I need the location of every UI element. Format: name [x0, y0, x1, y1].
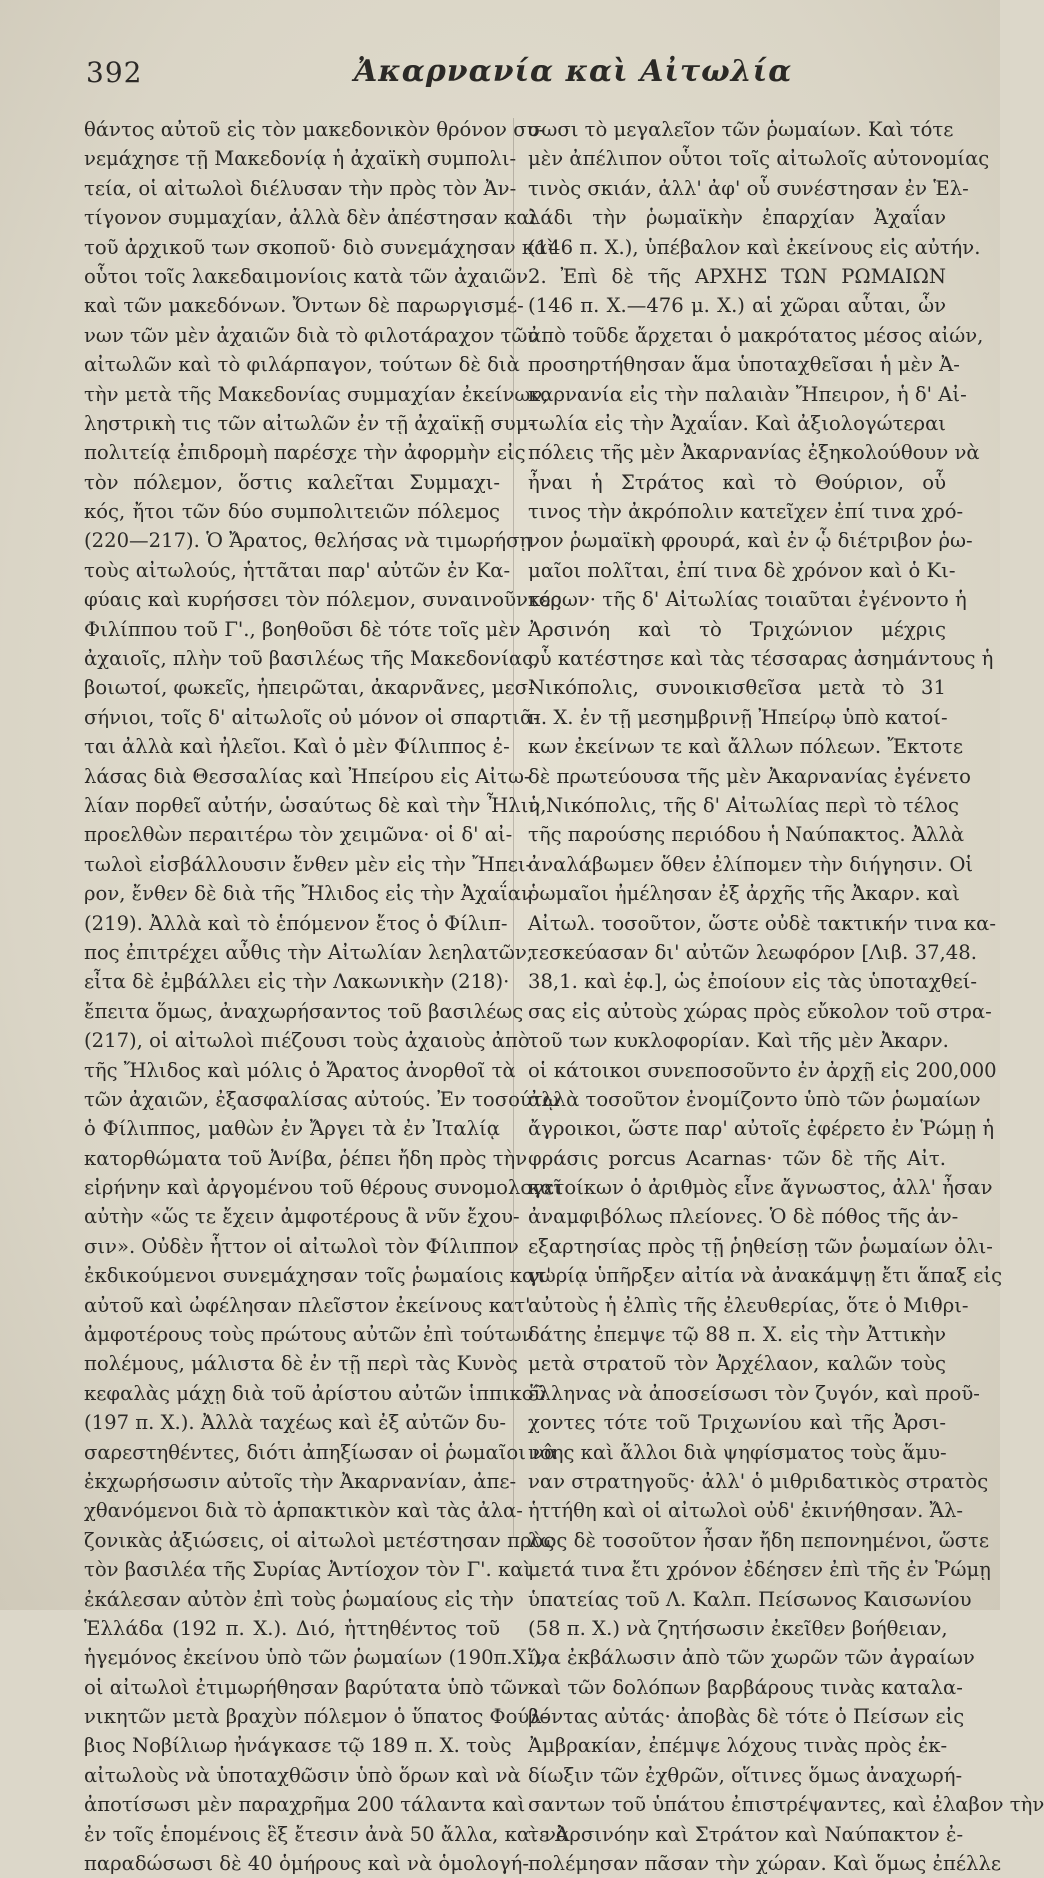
text-line: οἱ αἰτωλοὶ ἐτιμωρήθησαν βαρύτατα ὑπὸ τῶν [84, 1675, 529, 1699]
text-line: ναν στρατηγοῦς· ἀλλ' ὁ μιθριδατικὸς στρατὸς [528, 1469, 989, 1493]
text-line: (197 π. Χ.). Ἀλλὰ ταχέως καὶ ἐξ αὐτῶν δυ- [84, 1411, 506, 1435]
text-line: θάντος αὐτοῦ εἰς τὸν μακεδονικὸν θρόνον συ- [84, 118, 546, 141]
text-line: τεία, οἱ αἰτωλοὶ διέλυσαν τὴν πρὸς τὸν Ἀν- [84, 176, 517, 200]
text-line: Ἀμβρακίαν, ἐπέμψε λόχους τινὰς πρὸς ἐκ- [528, 1734, 948, 1758]
text-line: πολέμησαν πᾶσαν τὴν χώραν. Καὶ ὅμως ἐπέλλε [528, 1852, 1002, 1876]
text-line: ἐν τοῖς ἑπομένοις ἓξ ἔτεσιν ἀνὰ 50 ἄλλα, καὶ νὰ [84, 1822, 570, 1846]
text-line: τὸν βασιλέα τῆς Συρίας Ἀντίοχον τὸν Γ'. καὶ [84, 1558, 532, 1582]
text-line: ἀναμφιβόλως πλείονες. Ὁ δὲ πόθος τῆς ἀν- [528, 1205, 959, 1229]
text-line: νεμάχησε τῇ Μακεδονίᾳ ἡ ἀχαϊκὴ συμπολι- [84, 147, 517, 171]
text-line: λίαν πορθεῖ αὐτήν, ὡσαύτως δὲ καὶ τὴν Ἦλιν, [84, 793, 547, 817]
text-line: (219). Ἀλλὰ καὶ τὸ ἑπόμενον ἔτος ὁ Φίλιπ- [84, 911, 508, 935]
text-line: ῥωμαῖοι ἠμέλησαν ἐξ ἀρχῆς τῆς Ἀκαρν. καὶ [528, 882, 960, 906]
text-line: πολέμους, μάλιστα δὲ ἐν τῇ περὶ τὰς Κυνὸς [84, 1352, 518, 1376]
text-line: βόντας αὐτάς· ἀποβὰς δὲ τότε ὁ Πείσων εἰς [528, 1705, 965, 1729]
text-line: σήνιοι, τοῖς δ' αἰτωλοῖς οὐ μόνον οἱ σπαρτιᾶ- [84, 705, 540, 729]
text-line: ἀπὸ τοῦδε ἄρχεται ὁ μακρότατος μέσος αἰών, [528, 323, 984, 347]
text-line: χθανόμενοι διὰ τὸ ἁρπακτικὸν καὶ τὰς ἀλα- [84, 1499, 523, 1523]
left-text-column [84, 115, 570, 1878]
text-line: Αἰτωλ. τοσοῦτον, ὥστε οὐδὲ τακτικήν τινα κα- [528, 911, 997, 935]
text-line: προελθὼν περαιτέρω τὸν χειμῶνα· οἱ δ' αἰ- [84, 823, 513, 847]
text-line: καρνανία εἰς τὴν παλαιὰν Ἤπειρον, ἡ δ' Αἰ- [528, 382, 967, 406]
text-line: (220—217). Ὁ Ἄρατος, θελήσας νὰ τιμωρήσῃ [84, 529, 532, 553]
text-line: μετά τινα ἔτι χρόνον ἐδέησεν ἐπὶ τῆς ἐν Ῥώμῃ [528, 1558, 991, 1582]
text-line: τίγονον συμμαχίαν, ἀλλὰ δὲν ἀπέστησαν καὶ [84, 206, 538, 230]
text-line: παραδώσωσι δὲ 40 ὁμήρους καὶ νὰ ὁμολογή- [84, 1852, 530, 1876]
text-line: σας εἰς αὐτοὺς χώρας πρὸς εὔκολον τοῦ στρα- [528, 999, 992, 1023]
text-line: τε Ἀρσινόην καὶ Στράτον καὶ Ναύπακτον ἐ- [528, 1822, 964, 1846]
text-line: ἵνα ἐκβάλωσιν ἀπὸ τῶν χωρῶν τῶν ἀγραίων [528, 1646, 975, 1670]
text-line: Ἀρσινόη καὶ τὸ Τριχώνιον μέχρις [528, 617, 946, 641]
text-line: κός, ἤτοι τῶν δύο συμπολιτειῶν πόλεμος [84, 500, 500, 524]
text-line: τὴν μετὰ τῆς Μακεδονίας συμμαχίαν ἐκείνων, [84, 382, 549, 406]
right-text-column [528, 115, 1044, 1878]
text-line: ἐκχωρήσωσιν αὐτοῖς τὴν Ἀκαρνανίαν, ἀπε- [84, 1469, 517, 1493]
text-line: (58 π. Χ.) νὰ ζητήσωσιν ἐκεῖθεν βοήθειαν, [528, 1616, 948, 1640]
text-line: αὐτὴν «ὥς τε ἔχειν ἀμφοτέρους ἃ νῦν ἔχου- [84, 1205, 520, 1229]
text-line: γωρίᾳ ὑπῆρξεν αἰτία νὰ ἀνακάμψῃ ἔτι ἅπαξ εἰς [528, 1264, 1003, 1288]
text-line: δίωξιν τῶν ἐχθρῶν, οἵτινες ὅμως ἀναχωρή- [528, 1763, 963, 1787]
text-line: βοιωτοί, φωκεῖς, ἠπειρῶται, ἀκαρνᾶνες, μεσ- [84, 676, 535, 700]
text-line: ἐκάλεσαν αὐτὸν ἐπὶ τοὺς ῥωμαίους εἰς τὴν [84, 1587, 514, 1611]
text-line: ὑπατείας τοῦ Λ. Καλπ. Πείσωνος Καισωνίου [528, 1587, 972, 1611]
text-line: ται ἀλλὰ καὶ ἠλεῖοι. Καὶ ὁ μὲν Φίλιππος ἐ- [84, 735, 510, 759]
text-line: τῶν ἀχαιῶν, ἐξασφαλίσας αὐτούς. Ἐν τοσούτῳ [84, 1087, 559, 1111]
text-line: π. Χ. ἐν τῇ μεσημβρινῇ Ἠπείρῳ ὑπὸ κατοί- [528, 705, 948, 729]
text-line: καὶ τῶν μακεδόνων. Ὄντων δὲ παρωργισμέ- [84, 294, 524, 318]
text-line: αὐτοὺς ἡ ἐλπὶς τῆς ἐλευθερίας, ὅτε ὁ Μιθρι- [528, 1293, 969, 1317]
text-line: ἀλλὰ τοσοῦτον ἐνομίζοντο ὑπὸ τῶν ῥωμαίων [528, 1087, 981, 1111]
text-line: τῆς Ἤλιδος καὶ μόλις ὁ Ἄρατος ἀνορθοῖ τὰ [84, 1058, 516, 1082]
text-line: νόης καὶ ἄλλοι διὰ ψηφίσματος τοὺς ἅμυ- [528, 1440, 947, 1464]
text-line: 2. Ἐπὶ δὲ τῆς ΑΡΧΗΣ ΤΩΝ ΡΩΜΑΙΩΝ [528, 264, 946, 288]
text-line: νικητῶν μετὰ βραχὺν πόλεμον ὁ ὕπατος Φούλ- [84, 1705, 549, 1729]
text-line: Φιλίππου τοῦ Γ'., βοηθοῦσι δὲ τότε τοῖς μὲν [84, 617, 521, 641]
text-line: τωλοὶ εἰσβάλλουσιν ἔνθεν μὲν εἰς τὴν Ἤπει- [84, 852, 533, 876]
text-line: μὲν ἀπέλιπον οὗτοι τοῖς αἰτωλοῖς αὐτονομίας [528, 147, 990, 171]
text-line: ἀναλάβωμεν ὅθεν ἐλίπομεν τὴν διήγησιν. Οἱ [528, 852, 974, 876]
text-line: φύαις καὶ κυρήσσει τὸν πόλεμον, συναινοῦντος [84, 588, 562, 612]
text-line: δάτης ἐπεμψε τῷ 88 π. Χ. εἰς τὴν Ἀττικὴν [528, 1323, 946, 1347]
text-line: 38,1. καὶ ἑφ.], ὡς ἐποίουν εἰς τὰς ὑποταχθεί- [528, 970, 978, 994]
text-line: σιν». Οὐδὲν ἧττον οἱ αἰτωλοὶ τὸν Φίλιππον [84, 1234, 519, 1258]
text-line: κατοίκων ὁ ἀριθμὸς εἶνε ἄγνωστος, ἀλλ' ἦσαν [528, 1176, 993, 1200]
text-line: αἰτωλοὺς νὰ ὑποταχθῶσιν ὑπὸ ὅρων καὶ νὰ [84, 1763, 521, 1787]
text-line: ἔπειτα ὅμως, ἀναχωρήσαντος τοῦ βασιλέως [84, 999, 524, 1023]
text-line: ἡττήθη καὶ οἱ αἰτωλοὶ οὐδ' ἐκινήθησαν. Ἄλ- [528, 1499, 964, 1523]
text-line: τινος τὴν ἀκρόπολιν κατεῖχεν ἐπί τινα χρό- [528, 500, 964, 524]
text-line: ἀποτίσωσι μὲν παραχρῆμα 200 τάλαντα καὶ [84, 1793, 526, 1817]
text-line: κεφαλὰς μάχῃ διὰ τοῦ ἀρίστου αὐτῶν ἱππικοῦ [84, 1381, 546, 1405]
text-line: τεσκεύασαν δι' αὐτῶν λεωφόρον [Λιβ. 37,48. [528, 940, 977, 964]
text-line: ὁ Φίλιππος, μαθὼν ἐν Ἄργει τὰ ἐν Ἰταλίᾳ [84, 1117, 500, 1141]
text-line: τοῦ των κυκλοφορίαν. Καὶ τῆς μὲν Ἀκαρν. [528, 1029, 949, 1053]
text-line: νων τῶν μὲν ἀχαιῶν διὰ τὸ φιλοτάραχον τῶν [84, 323, 540, 347]
text-line: καὶ τῶν δολόπων βαρβάρους τινὰς καταλα- [528, 1675, 963, 1699]
running-title: Ἀκαρνανία καὶ Αἰτωλία [354, 54, 793, 89]
text-line: μετὰ στρατοῦ τὸν Ἀρχέλαον, καλῶν τοὺς [528, 1352, 946, 1376]
text-line: χοντες τότε τοῦ Τριχωνίου καὶ τῆς Ἀρσι- [528, 1411, 946, 1435]
text-line: ἦναι ἡ Στράτος καὶ τὸ Θούριον, οὗ [528, 470, 946, 494]
text-line: οὗτοι τοῖς λακεδαιμονίοις κατὰ τῶν ἀχαιῶν [84, 264, 528, 288]
text-line: αὐτοῦ καὶ ὠφέλησαν πλεῖστον ἐκείνους κατ' [84, 1293, 531, 1317]
text-line: ἡ Νικόπολις, τῆς δ' Αἰτωλίας περὶ τὸ τέλος [528, 793, 959, 817]
text-line: τοὺς αἰτωλούς, ἡττᾶται παρ' αὐτῶν ἐν Κα- [84, 558, 511, 582]
page-header [86, 50, 960, 100]
text-line: τὸν πόλεμον, ὅστις καλεῖται Συμμαχι- [84, 470, 500, 494]
text-line: Νικόπολις, συνοικισθεῖσα μετὰ τὸ 31 [528, 676, 946, 700]
text-line: ἀμφοτέρους τοὺς πρώτους αὐτῶν ἐπὶ τούτων [84, 1323, 534, 1347]
text-line: μαῖοι πολῖται, ἐπί τινα δὲ χρόνον καὶ ὁ Κι- [528, 558, 956, 582]
text-line: τωλία εἰς τὴν Ἀχαΐαν. Καὶ ἀξιολογώτεραι [528, 411, 946, 435]
text-line: οἱ κάτοικοι συνεποσοῦντο ἐν ἀρχῇ εἰς 200,000 [528, 1058, 997, 1082]
text-line: κων ἐκείνων τε καὶ ἄλλων πόλεων. Ἔκτοτε [528, 735, 963, 759]
text-line: βιος Νοβίλιωρ ἠνάγκασε τῷ 189 π. Χ. τοὺς [84, 1734, 512, 1758]
text-line: νον ῥωμαϊκὴ φρουρά, καὶ ἐν ᾧ διέτριβον ῥω- [528, 529, 973, 553]
text-line: λως δὲ τοσοῦτον ἦσαν ἤδη πεπονημένοι, ὥστε [528, 1528, 990, 1552]
text-line: εἶτα δὲ ἐμβάλλει εἰς τὴν Λακωνικὴν (218)· [84, 970, 510, 994]
text-line: προσηρτήθησαν ἅμα ὑποταχθεῖσαι ἡ μὲν Ἀ- [528, 353, 960, 377]
text-line: ληστρικὴ τις τῶν αἰτωλῶν ἐν τῇ ἀχαϊκῇ συμ- [84, 411, 536, 435]
text-line: τοῦ ἀρχικοῦ των σκοποῦ· διὸ συνεμάχησαν καὶ [84, 235, 556, 259]
page-number: 392 [86, 56, 143, 89]
text-line: ρον, ἔνθεν δὲ διὰ τῆς Ἤλιδος εἰς τὴν Ἀχαΐαν [84, 882, 533, 906]
text-line: τινὸς σκιάν, ἀλλ' ἀφ' οὗ συνέστησαν ἐν Ἑλ- [528, 176, 969, 200]
text-line: ζονικὰς ἀξιώσεις, οἱ αἰτωλοὶ μετέστησαν πρὸς [84, 1528, 555, 1552]
text-line: πόλεις τῆς μὲν Ἀκαρνανίας ἐξηκολούθουν νὰ [528, 441, 980, 465]
text-line: πος ἐπιτρέχει αὖθις τὴν Αἰτωλίαν λεηλατῶν, [84, 940, 533, 964]
text-line: εἰρήνην καὶ ἀργομένου τοῦ θέρους συνομολογεῖ [84, 1176, 562, 1200]
text-line: ἀχαιοῖς, πλὴν τοῦ βασιλέως τῆς Μακεδονίας, [84, 647, 540, 671]
text-line: σαντων τοῦ ὑπάτου ἐπιστρέψαντες, καὶ ἐλαβον τὴν [528, 1793, 1044, 1817]
text-line: εξαρτησίας πρὸς τῇ ῥηθείσῃ τῶν ῥωμαίων ὀλι- [528, 1234, 993, 1258]
column-gutter [513, 118, 514, 1538]
text-line: λάσας διὰ Θεσσαλίας καὶ Ἠπείρου εἰς Αἰτω- [84, 764, 531, 788]
text-line: ἄγροικοι, ὥστε παρ' αὐτοῖς ἐφέρετο ἐν Ῥώμῃ ἡ [528, 1117, 995, 1141]
text-line: οὗ κατέστησε καὶ τὰς τέσσαρας ἀσημάντους ἡ [528, 647, 994, 671]
text-line: κέρων· τῆς δ' Αἰτωλίας τοιαῦται ἐγένοντο ἡ [528, 588, 967, 612]
text-line: πολιτείᾳ ἐπιδρομὴ παρέσχε τὴν ἀφορμὴν εἰς [84, 441, 526, 465]
text-line: ἕλληνας νὰ ἀποσείσωσι τὸν ζυγόν, καὶ προῦ- [528, 1381, 980, 1405]
text-line: ἡγεμόνος ἐκείνου ὑπὸ τῶν ῥωμαίων (190π.Χ.), [84, 1646, 547, 1670]
text-line: φράσις porcus Acarnas· τῶν δὲ τῆς Αἰτ. [528, 1146, 946, 1170]
text-line: ἐκδικούμενοι συνεμάχησαν τοῖς ῥωμαίοις κατ' [84, 1264, 552, 1288]
text-line: κατορθώματα τοῦ Ἀνίβα, ῥέπει ἤδη πρὸς τὴν [84, 1146, 528, 1170]
text-line: (146 π. Χ.), ὑπέβαλον καὶ ἐκείνους εἰς αὐτήν. [528, 235, 981, 259]
text-line: σαρεστηθέντες, διότι ἀπηξίωσαν οἱ ῥωμαῖοι νὰ [84, 1440, 558, 1464]
text-line: (146 π. Χ.—476 μ. Χ.) αἱ χῶραι αὗται, ὧν [528, 294, 946, 318]
text-line: σωσι τὸ μεγαλεῖον τῶν ῥωμαίων. Καὶ τότε [528, 118, 954, 141]
text-line: τῆς παρούσης περιόδου ἡ Ναύπακτος. Ἀλλὰ [528, 823, 965, 847]
text-line: δὲ πρωτεύουσα τῆς μὲν Ἀκαρνανίας ἐγένετο [528, 764, 971, 788]
text-line: λάδι τὴν ῥωμαϊκὴν ἐπαρχίαν Ἀχαΐαν [528, 206, 946, 230]
text-line: (217), οἱ αἰτωλοὶ πιέζουσι τοὺς ἀχαιοὺς ἀπὸ [84, 1029, 530, 1053]
text-line: Ἑλλάδα (192 π. Χ.). Διό, ἡττηθέντος τοῦ [84, 1616, 500, 1640]
text-line: αἰτωλῶν καὶ τὸ φιλάρπαγον, τούτων δὲ διὰ [84, 353, 520, 377]
